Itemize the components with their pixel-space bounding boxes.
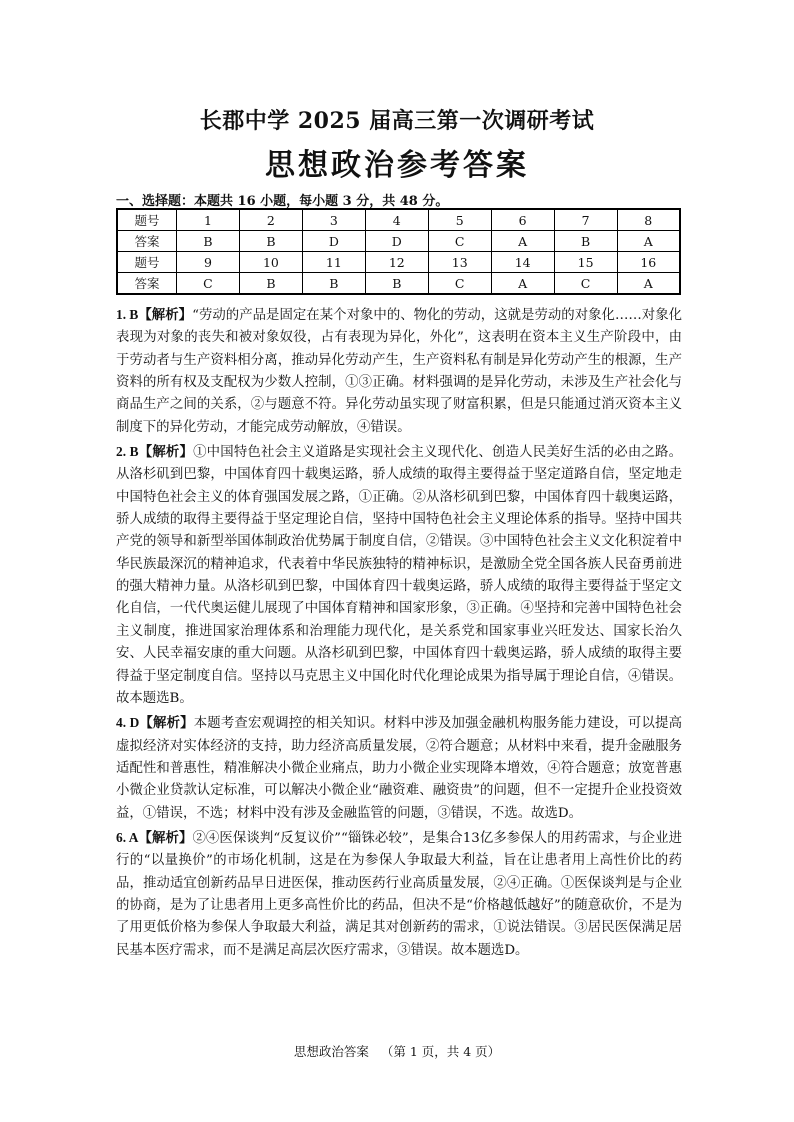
question-number: 10 [239, 252, 302, 273]
explanation-text: ①中国特色社会主义道路是实现社会主义现代化、创造人民美好生活的必由之路。从洛杉矶到巴黎，中国体育四十载奥运路，骄人成绩的取得主要得益于坚定道路自信，坚定地走中国特色社会主义的体育强国发展之路，①正确。②从洛杉矶到巴黎，中国体育四十载奥运路，骄人成绩的取得主要得益于坚定理论自信，坚持中国特色社会主义理论体系的指导。坚持中国共产党的领导和新型举国体制政治优势属于制度自信，②错误。③中国特色社会主义文化积淀着中华民族最深沉的精神追求，代表着中华民族独特的精神标识，是激励全党全国各族人民奋勇前进的强大精神力量。从洛杉矶到巴黎，中国体育四十载奥运路，骄人成绩的取得主要得益于坚定文化自信，一代代奥运健儿展现了中国体育精神和国家形象，③正确。④坚持和完善中国特色社会主义制度，推进国家治理体系和治理能力现代化，是关系党和国家事业兴旺发达、国家长治久安、人民幸福安康的重大问题。从洛杉矶到巴黎，中国体育四十载奥运路，骄人成绩的取得主要得益于坚定制度自信。坚持以马克思主义中国化时代化理论成果为指导属于理论自信，④错误。故本题选B。 [116, 445, 683, 706]
answer-cell: B [177, 231, 240, 252]
question-number: 1 [177, 209, 240, 231]
answer-cell: B [554, 231, 617, 252]
question-number: 14 [491, 252, 554, 273]
row-header-answer: 答案 [117, 231, 177, 252]
question-number: 11 [302, 252, 365, 273]
row-header-question: 题号 [117, 209, 177, 231]
answer-cell: A [491, 273, 554, 295]
answer-cell: A [491, 231, 554, 252]
answer-cell: B [365, 273, 428, 295]
answer-cell: B [239, 273, 302, 295]
explanations [116, 304, 682, 964]
question-answer-label: 2. B [116, 444, 139, 460]
question-answer-label: 1. B [116, 307, 139, 322]
answer-cell: D [302, 231, 365, 252]
footer-doc-name: 思想政治答案 [293, 1044, 369, 1059]
analysis-tag: 【解析】 [138, 444, 194, 461]
question-number: 5 [428, 209, 491, 231]
question-number: 8 [617, 209, 680, 231]
footer-page-number: （第 1 页，共 4 页） [380, 1044, 501, 1059]
table-row [117, 209, 680, 231]
explanation-paragraph [116, 712, 682, 825]
explanation-paragraph [116, 304, 682, 439]
question-number: 15 [554, 252, 617, 273]
table-row [117, 252, 680, 273]
table-row [117, 273, 680, 295]
document-subtitle: 思想政治参考答案 [265, 148, 529, 183]
analysis-tag: 【解析】 [138, 829, 193, 846]
answer-cell: A [617, 273, 680, 295]
question-number: 7 [554, 209, 617, 231]
row-header-answer: 答案 [117, 273, 177, 295]
answer-cell: A [617, 231, 680, 252]
question-number: 12 [365, 252, 428, 273]
question-number: 13 [428, 252, 491, 273]
question-number: 2 [239, 209, 302, 231]
question-number: 3 [302, 209, 365, 231]
answer-cell: B [239, 231, 302, 252]
explanation-text: 本题考查宏观调控的相关知识。材料中涉及加强金融机构服务能力建设，可以提高虚拟经济对实体经济的支持，助力经济高质量发展，②符合题意；从材料中来看，提升金融服务适配性和普惠性，精准解决小微企业痛点，助力小微企业实现降本增效，④符合题意；放宽普惠小微企业贷款认定标准，可以解决小微企业“融资难、融资贵”的问题，但不一定提升企业投资效益，①错误，不选；材料中没有涉及金融监管的问题，③错误，不选。故选D。 [116, 716, 683, 821]
explanation-paragraph [116, 827, 682, 962]
section-heading: 一、选择题：本题共 16 小题，每小题 3 分，共 48 分。 [116, 194, 449, 209]
question-answer-label: 6. A [116, 829, 139, 845]
explanation-text: ②④医保谈判“反复议价”“锱铢必较”，是集合13亿多参保人的用药需求，与企业进行的“以量换价”的市场化机制，这是在为参保人争取最大利益，旨在让患者用上高性价比的药品，推动适宜创新药品早日进医保，推动医药行业高质量发展，②④正确。①医保谈判是与企业的协商，是为了让患者用上更多高性价比的药品，但决不是“价格越低越好”的随意砍价，不是为了用更低价格为参保人争取最大利益，满足其对创新药的需求，①说法错误。③居民医保满足居民基本医疗需求，而不是满足高层次医疗需求，③错误。故本题选D。 [116, 830, 683, 958]
answer-cell: C [177, 273, 240, 295]
table-row [117, 231, 680, 252]
question-number: 16 [617, 252, 680, 273]
answer-cell: D [365, 231, 428, 252]
answer-cell: C [428, 273, 491, 295]
row-header-question: 题号 [117, 252, 177, 273]
page-footer [0, 1042, 794, 1060]
answer-cell: B [302, 273, 365, 295]
explanation-text: “劳动的产品是固定在某个对象中的、物化的劳动，这就是劳动的对象化……对象化表现为对象的丧失和被对象奴役，占有表现为异化，外化”，这表明在资本主义生产阶段中，由于劳动者与生产资料相分离，推动异化劳动产生，生产资料私有制是异化劳动产生的根源，生产资料的所有权及支配权为少数人控制，①③正确。材料强调的是异化劳动，未涉及生产社会化与商品生产之间的关系，②与题意不符。异化劳动虽实现了财富积累，但是只能通过消灭资本主义制度下的异化劳动，才能完成劳动解放，④错误。 [116, 308, 683, 435]
answer-table [116, 208, 681, 295]
analysis-tag: 【解析】 [138, 307, 193, 323]
question-number: 4 [365, 209, 428, 231]
answer-cell: C [554, 273, 617, 295]
exam-title: 长郡中学 2025 届高三第一次调研考试 [199, 108, 595, 134]
analysis-tag: 【解析】 [139, 715, 194, 732]
question-number: 9 [177, 252, 240, 273]
question-answer-label: 4. D [116, 715, 140, 731]
question-number: 6 [491, 209, 554, 231]
answer-cell: C [428, 231, 491, 252]
explanation-paragraph [116, 441, 682, 710]
